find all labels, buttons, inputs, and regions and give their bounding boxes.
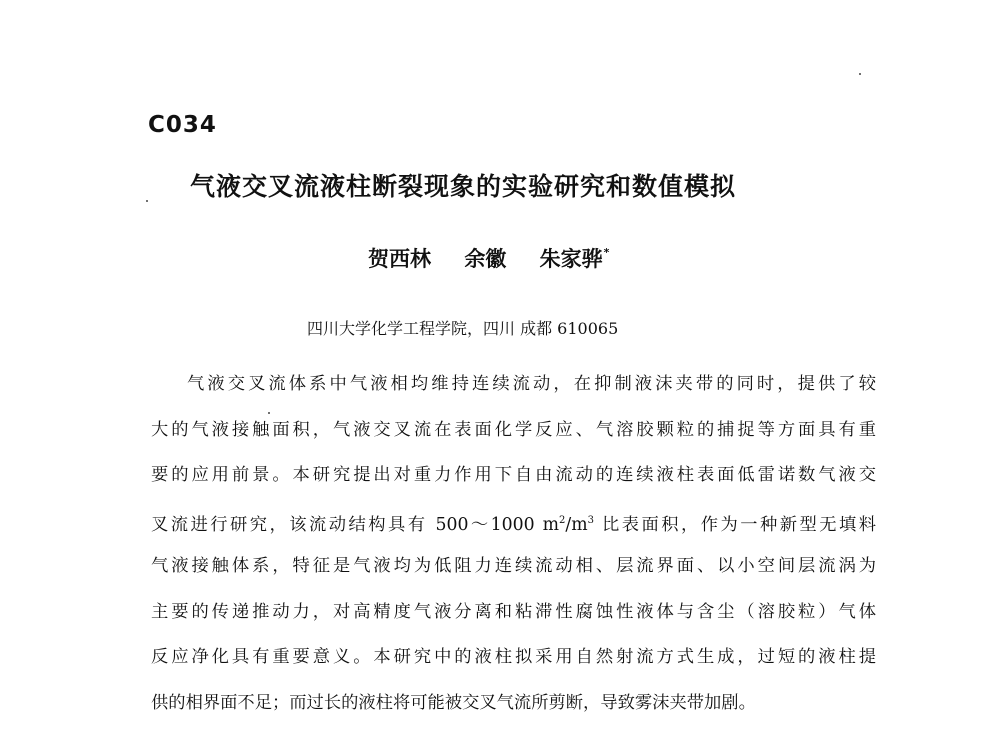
corresponding-author-mark: * (603, 246, 610, 259)
superscript: 2 (559, 514, 566, 526)
body-line: 主要的传递推动力，对高精度气液分离和粘滞性腐蚀性液体与含尘（溶胶粒）气体 (151, 601, 876, 622)
body-line: 气液接触体系，特征是气液均为低阻力连续流动相、层流界面、以小空间层流涡为 (151, 556, 876, 576)
author-list (368, 243, 609, 273)
body-line (151, 508, 876, 554)
paper-code: C034 (148, 112, 217, 138)
body-line: 气液交叉流体系中气液相均维持连续流动，在抑制液沫夹带的同时，提供了较 (187, 374, 876, 394)
body-line-segment: 比表面积，作为一种新型无填料 (593, 514, 876, 535)
body-line: 大的气液接触面积，气液交叉流在表面化学反应、气溶胶颗粒的捕捉等方面具有重 (151, 419, 876, 440)
body-line-segment: 叉流进行研究，该流动结构具有 500～1000 m (151, 514, 560, 535)
body-line-segment: /m (565, 514, 588, 535)
author-name: 朱家骅 (539, 247, 603, 271)
scan-speck (859, 73, 861, 75)
superscript: 3 (587, 514, 594, 526)
scan-speck (268, 412, 270, 414)
scan-speck (146, 200, 148, 202)
author-name: 贺西林 (368, 247, 431, 271)
body-line: 要的应用前景。本研究提出对重力作用下自由流动的连续液柱表面低雷诺数气液交 (151, 465, 876, 485)
paper-title: 气液交叉流液柱断裂现象的实验研究和数值模拟 (190, 172, 737, 201)
affiliation: 四川大学化学工程学院，四川 成都 610065 (307, 319, 619, 338)
body-line: 供的相界面不足；而过长的液柱将可能被交叉气流所剪断，导致雾沫夹带加剧。 (151, 692, 756, 713)
body-line: 反应净化具有重要意义。本研究中的液柱拟采用自然射流方式生成，过短的液柱提 (151, 647, 876, 667)
abstract-body (151, 371, 876, 735)
author-name: 余徽 (464, 247, 507, 271)
